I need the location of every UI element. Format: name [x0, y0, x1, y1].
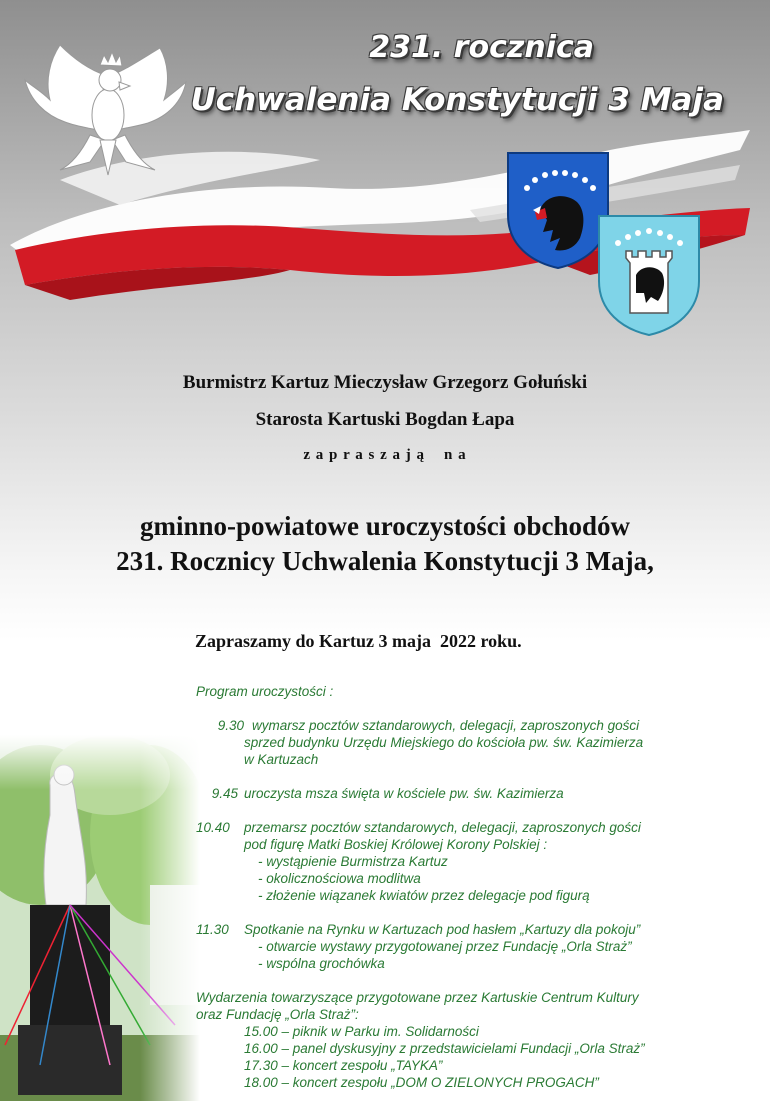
program-subitem: - wspólna grochówka — [258, 956, 385, 971]
program-line: sprzed budynku Urzędu Miejskiego do kościoła pw. św. Kazimierza — [244, 735, 644, 750]
side-events-intro: oraz Fundację „Orla Straż”: — [196, 1007, 359, 1022]
program-time: 9.30 — [217, 718, 244, 733]
program-time: 9.45 — [211, 786, 238, 801]
program-line: pod figurę Matki Boskiej Królowej Korony Polskiej : — [244, 837, 548, 852]
side-events — [196, 989, 756, 1091]
monument-photo — [0, 735, 200, 1101]
side-event-entry: 17.30 – koncert zespołu „TAYKA” — [244, 1058, 443, 1073]
invite-text: z a p r a s z a j ą n a — [303, 447, 467, 463]
title-line-2: Uchwalenia Konstytucji 3 Maja — [190, 82, 724, 118]
program-section — [196, 683, 756, 1091]
host-mayor: Burmistrz Kartuz Mieczysław Grzegorz Gołuński — [182, 372, 588, 393]
program-line: przemarsz pocztów sztandarowych, delegacji, zaproszonych gości — [244, 820, 641, 835]
program-item-945 — [196, 785, 756, 802]
invitation-date: Zapraszamy do Kartuz 3 maja 2022 roku. — [195, 631, 522, 651]
program-item-930 — [196, 717, 756, 768]
side-event-entry: 15.00 – piknik w Parku im. Solidarności — [244, 1024, 479, 1039]
side-events-intro: Wydarzenia towarzyszące przygotowane przez Kartuskie Centrum Kultury — [196, 990, 639, 1005]
program-heading: Program uroczystości : — [196, 684, 334, 699]
title-line-1: 231. rocznica — [369, 30, 594, 65]
host-starost: Starosta Kartuski Bogdan Łapa — [255, 409, 515, 430]
program-line: w Kartuzach — [244, 752, 319, 767]
side-event-entry: 18.00 – koncert zespołu „DOM O ZIELONYCH PROGACH” — [244, 1075, 599, 1090]
program-line: uroczysta msza święta w kościele pw. św. Kazimierza — [244, 786, 564, 801]
program-item-1130 — [196, 921, 756, 972]
white-eagle-icon — [20, 30, 190, 180]
program-time: 11.30 — [196, 922, 229, 937]
program-line: Spotkanie na Rynku w Kartuzach pod hasłem „Kartuzy dla pokoju” — [244, 922, 641, 937]
event-line-1: gminno-powiatowe uroczystości obchodów — [139, 511, 630, 541]
side-event-entry: 16.00 – panel dyskusyjny z przedstawicielami Fundacji „Orla Straż” — [244, 1041, 645, 1056]
program-subitem: - okolicznościowa modlitwa — [258, 871, 421, 886]
program-subitem: - otwarcie wystawy przygotowanej przez Fundację „Orla Straż” — [258, 939, 632, 954]
program-subitem: - złożenie wiązanek kwiatów przez delegacje pod figurą — [258, 888, 590, 903]
tower-griffin-coat-of-arms-icon — [596, 213, 702, 338]
program-line: wymarsz pocztów sztandarowych, delegacji, zaproszonych gości — [252, 718, 640, 733]
program-item-1040 — [196, 819, 756, 904]
program-subitem: - wystąpienie Burmistrza Kartuz — [258, 854, 448, 869]
event-line-2: 231. Rocznicy Uchwalenia Konstytucji 3 Maja, — [116, 546, 654, 576]
program-time: 10.40 — [196, 820, 230, 835]
